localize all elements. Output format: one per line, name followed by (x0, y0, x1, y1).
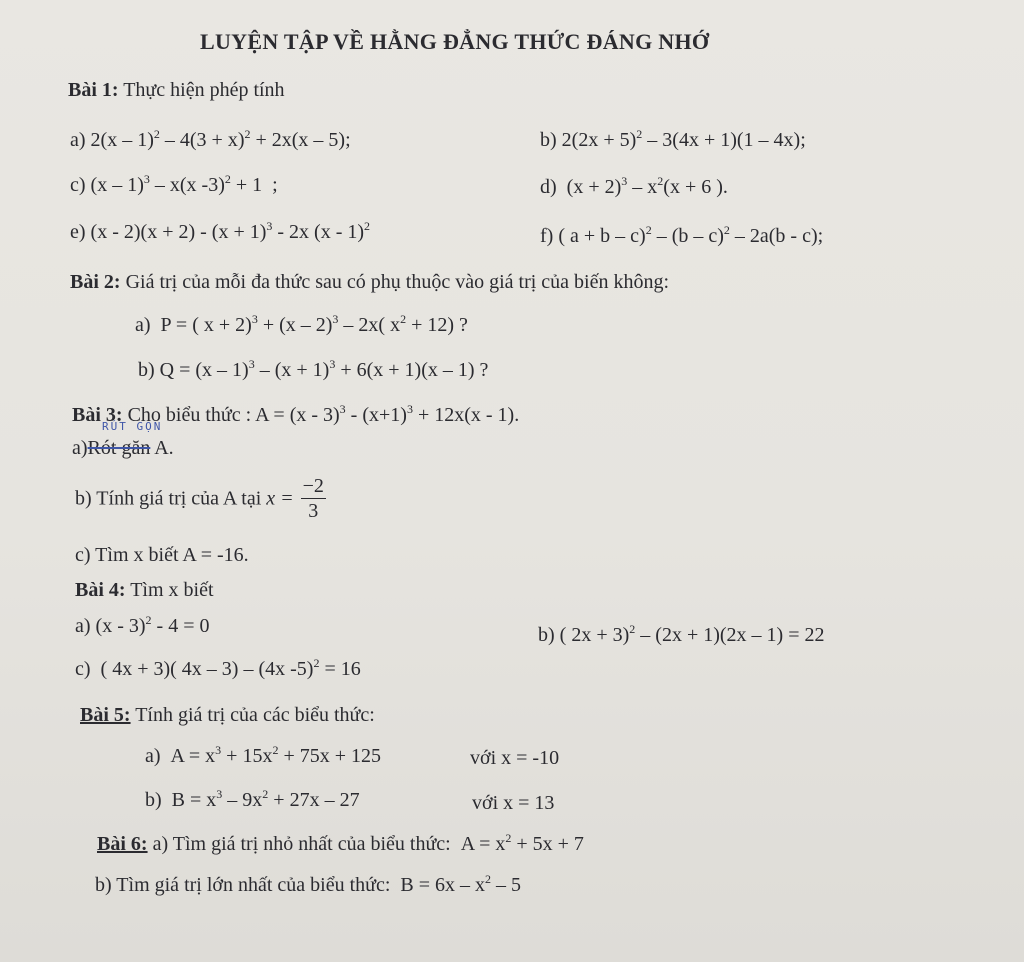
bai4-heading-line (75, 578, 214, 602)
item-label: b) (538, 624, 555, 646)
bai1-a: a) $2(x - 1)^2 - 4(3 + x)^2 + 2x(x - 5)$; (70, 127, 351, 151)
bai4-instruction: Tìm x biết (130, 579, 214, 601)
item-label: c) (75, 658, 91, 680)
bai3-a-tail: A. (154, 437, 174, 459)
bai1-b: b) $2(2x + 5)^2 - 3(4x + 1)(1 - 4x)$; (540, 127, 806, 151)
bai4-a: a) (x - 3)$^2$ - 4 = 0 (75, 613, 210, 637)
bai2-b: b) $Q = (x - 1)^3 - (x + 1)^3 + 6(x + 1)(x - 1)$ ? (138, 357, 489, 381)
page-title: LUYỆN TẬP VỀ HẰNG ĐẲNG THỨC ĐÁNG NHỚ (200, 29, 710, 54)
bai6-heading: Bài 6: (97, 833, 148, 855)
bai3-heading: Bài 3: (72, 404, 123, 426)
bai5-b: b) $B = x^3 - 9x^2 + 27x - 27$ (145, 787, 360, 811)
bai3-c: c) Tìm x biết A = -16. (75, 544, 249, 566)
bai4-c: c) ( 4x + 3)( 4x – 3) – (4x -5)$^2$ = 16 (75, 656, 361, 680)
item-label: d) (540, 176, 557, 198)
bai1-heading: Bài 1: (68, 79, 119, 101)
item-label: a) (135, 314, 151, 336)
bai6-b-text: b) Tìm giá trị lớn nhất của biểu thức: (95, 874, 391, 896)
bai1-f: f) ( a + b – c)$^2$ – (b – c)$^2$ – 2a(b - c); (540, 223, 824, 247)
bai3-b-text: b) Tính giá trị của A tại (75, 487, 262, 510)
bai2-instruction: Giá trị của mỗi đa thức sau có phụ thuộc vào giá trị của biến không: (125, 271, 670, 293)
bai5-a: a) $A = x^3 + 15x^2 + 75x + 125$ (145, 743, 382, 767)
fraction (301, 474, 326, 523)
item-label: a) (145, 745, 161, 767)
bai6-a: Bài 6: a) Tìm giá trị nhỏ nhất của biểu thức: $A = x^2 + 5x + 7$ (97, 831, 584, 855)
bai2-heading: Bài 2: (70, 271, 121, 293)
bai3-a (72, 436, 174, 460)
bai5-heading-line (80, 703, 375, 727)
bai6-b: b) Tìm giá trị lớn nhất của biểu thức: $B = 6x - x^2 - 5$ (95, 872, 522, 896)
bai6-a-text: a) Tìm giá trị nhỏ nhất của biểu thức: (152, 833, 451, 855)
bai1-e: e) $(x - 2)(x + 2) - (x + 1)^3 - 2x$ (x - 1)$^2$ (70, 219, 371, 243)
bai5-heading: Bài 5: (80, 704, 131, 726)
bai1-d: d) $(x + 2)^3 - x^2(x + 6$ ). (540, 174, 728, 198)
bai5-b-condition: với x = 13 (472, 792, 555, 814)
item-label: e) (70, 221, 86, 243)
item-label: f) (540, 225, 554, 247)
handwritten-note: RÚT GỌN (102, 420, 163, 433)
bai3-b: b) Tính giá trị của A tại x = $\frac{-2}{3}$ (75, 475, 324, 522)
bai4-b: b) ( 2x + 3)$^2$ – (2x + 1)(2x – 1) = 22 (538, 622, 825, 646)
struck-text: Rót găn (87, 437, 151, 459)
item-label: a) (72, 437, 88, 459)
bai2-a: a) P = ( x + 2)$^3$ + (x – 2)$^3$ – 2x( $x^2 + 12$) ? (135, 312, 468, 336)
bai1-heading-line (68, 78, 285, 102)
item-label: b) (540, 129, 557, 151)
bai1-instruction: Thực hiện phép tính (123, 79, 285, 101)
item-label: b) (138, 359, 155, 381)
bai4-heading: Bài 4: (75, 579, 126, 601)
bai3-heading-line: Bài 3: Cho biểu thức : $A = (x - 3)^3 - (x+1)^3 + 12x(x - 1)$. (72, 402, 520, 426)
item-label: a) (70, 129, 86, 151)
bai5-instruction: Tính giá trị của các biểu thức: (135, 704, 375, 726)
bai3-instruction: Cho biểu thức : (127, 404, 252, 426)
fraction-denominator: 3 (308, 500, 319, 522)
bai2-heading-line (70, 270, 669, 294)
item-label: b) (145, 789, 162, 811)
bai1-c: c) (x – 1)$^3$ – x(x -3)$^2$ + 1 ; (70, 172, 278, 196)
item-label: a) (75, 615, 91, 637)
fraction-numerator: −2 (302, 475, 324, 497)
bai5-a-condition: với x = -10 (470, 747, 560, 769)
item-label: c) (70, 174, 86, 196)
